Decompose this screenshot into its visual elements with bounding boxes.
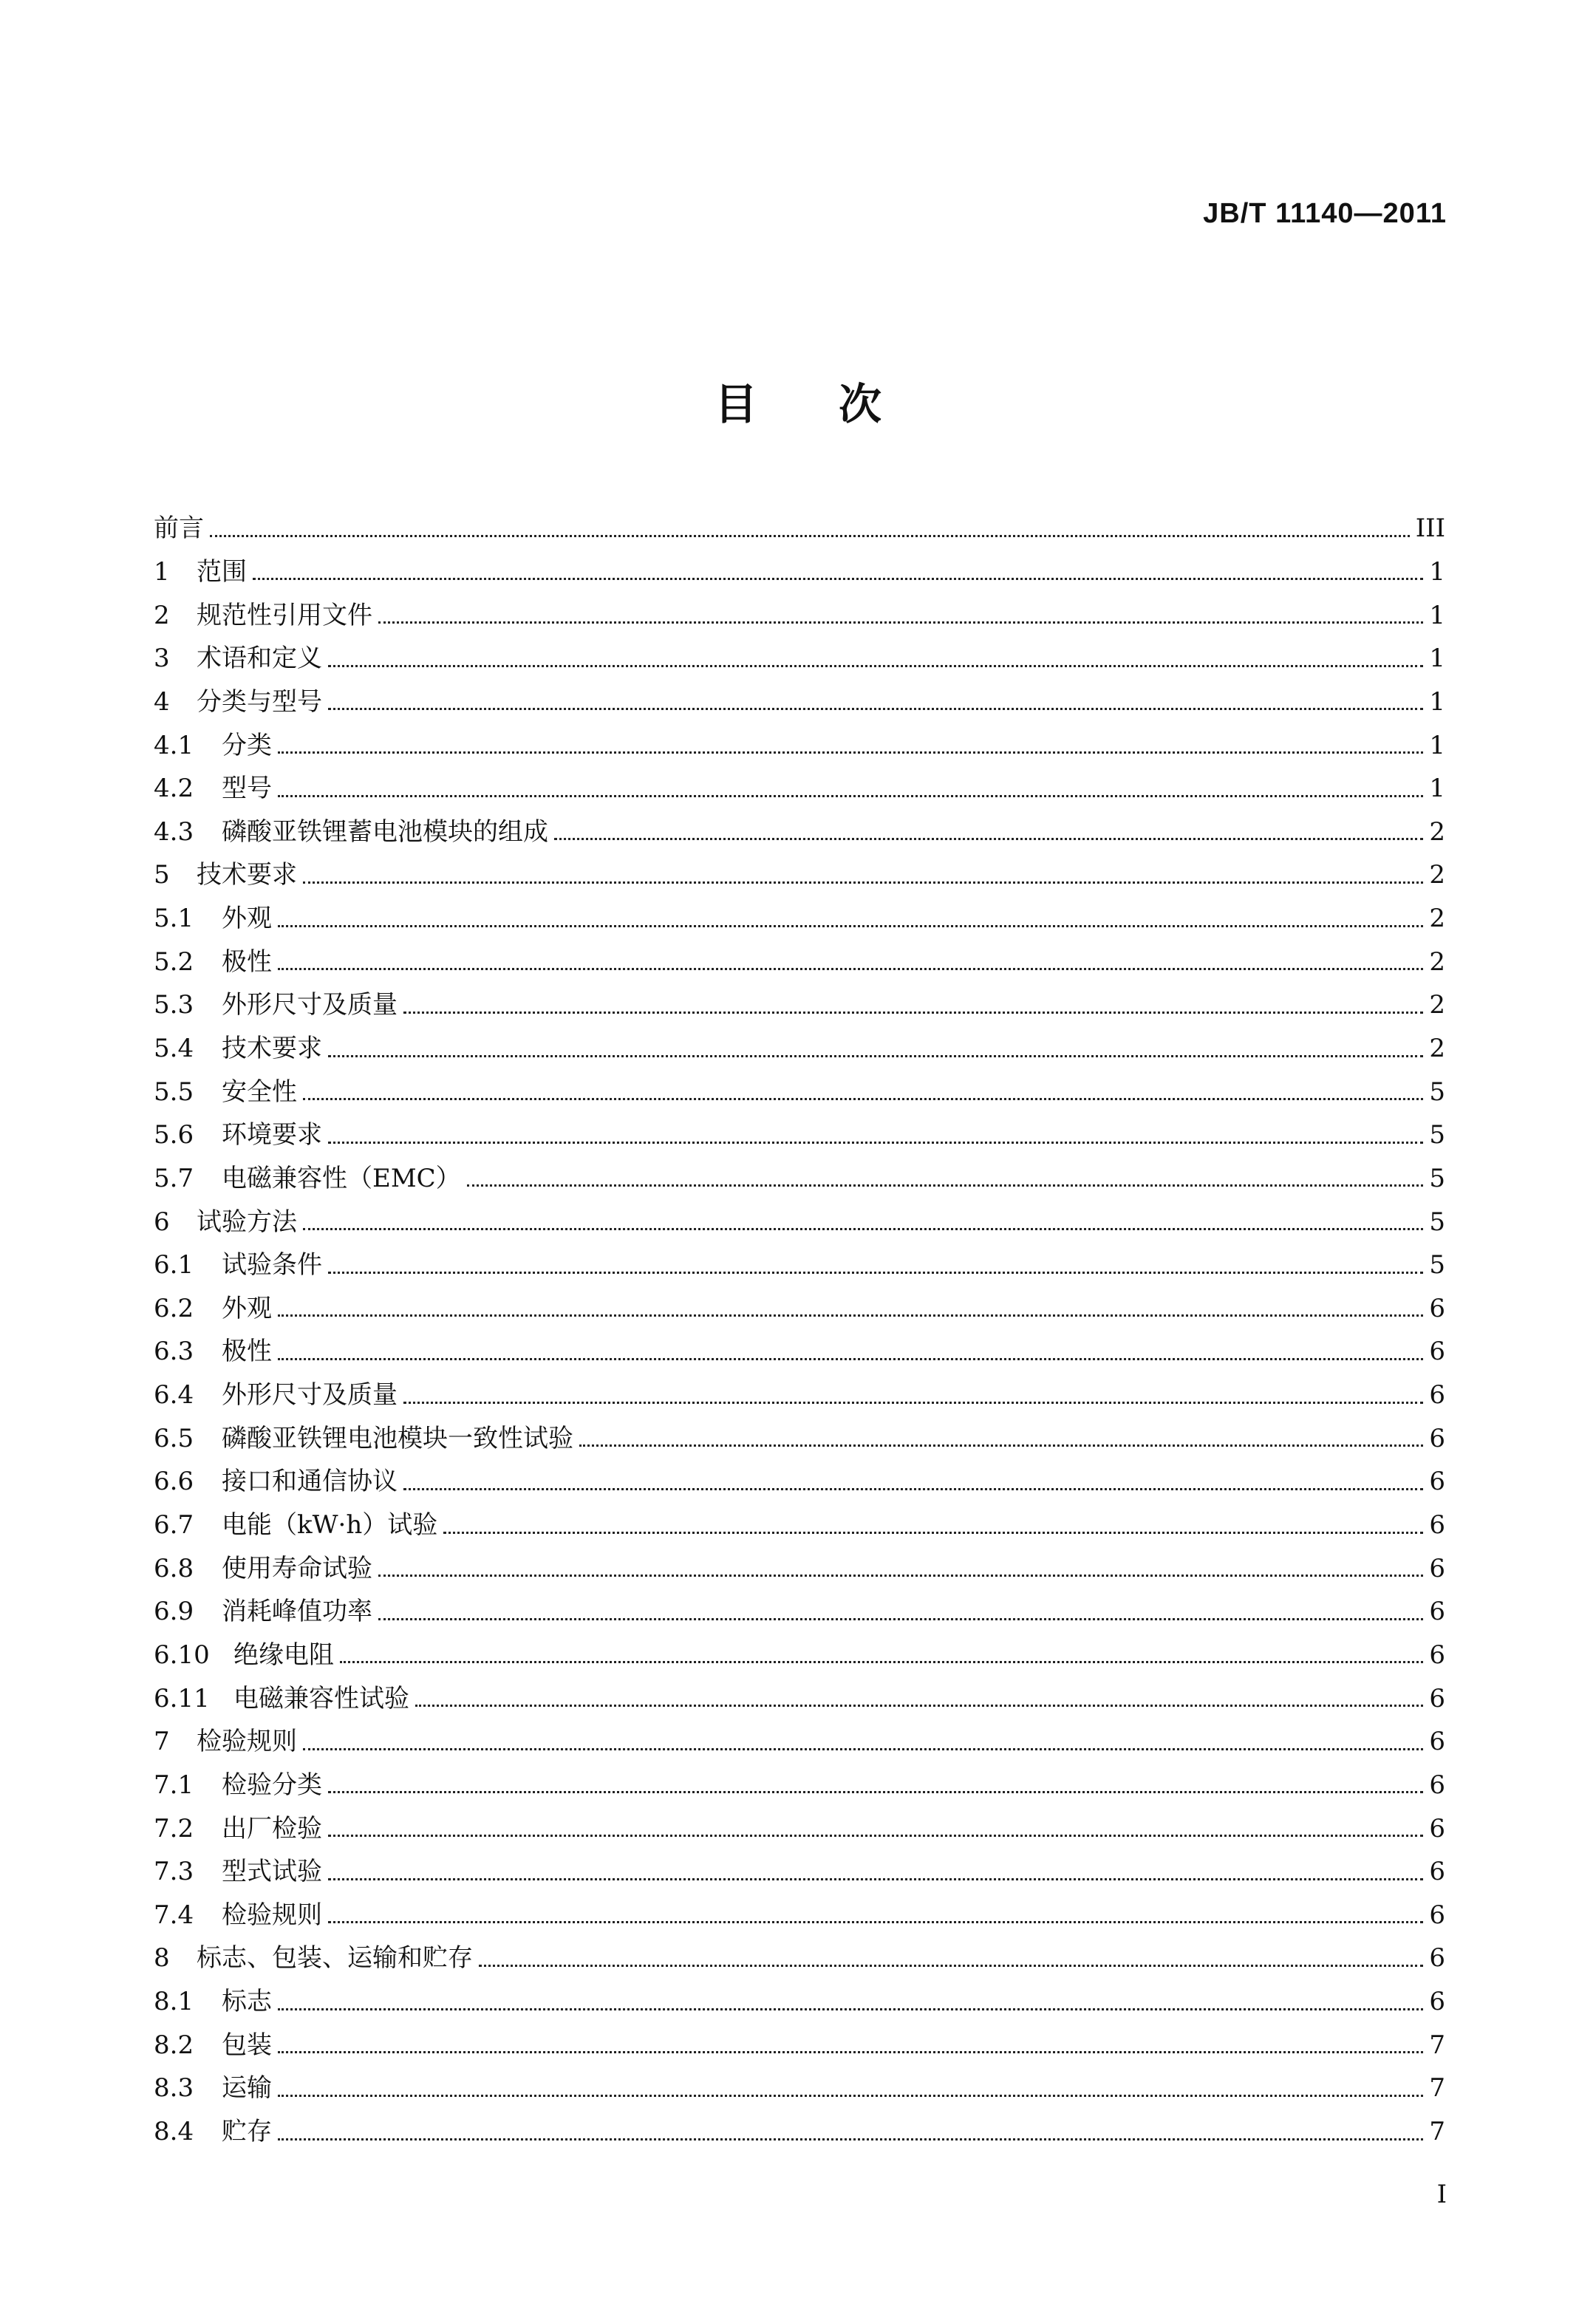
toc-entry-label: 标志 xyxy=(222,1987,272,2017)
toc-entry-label: 技术要求 xyxy=(197,860,297,890)
toc-entry-label: 使用寿命试验 xyxy=(222,1553,372,1583)
toc-entry-page: 1 xyxy=(1429,686,1445,717)
toc-entry[interactable] xyxy=(154,550,1445,594)
toc-leader-dots xyxy=(303,1748,1423,1750)
toc-entry-label: 电磁兼容性（EMC） xyxy=(222,1163,461,1193)
toc-entry-page: 5 xyxy=(1429,1250,1445,1280)
toc-entry-label: 前言 xyxy=(154,514,204,544)
toc-entry[interactable] xyxy=(154,1157,1445,1201)
toc-entry-number: 4 xyxy=(154,686,170,717)
toc-entry-number: 6.6 xyxy=(154,1467,194,1497)
toc-entry[interactable] xyxy=(154,1634,1445,1677)
toc-entry-number: 6.11 xyxy=(154,1683,210,1713)
toc-leader-dots xyxy=(403,1488,1423,1490)
toc-entry-page: 2 xyxy=(1429,860,1445,890)
toc-leader-dots xyxy=(378,1575,1423,1577)
toc-entry-number: 6.3 xyxy=(154,1337,194,1367)
toc-entry-number: 7 xyxy=(154,1727,170,1757)
toc-entry-label: 标志、包装、运输和贮存 xyxy=(197,1943,473,1974)
toc-entry-page: 6 xyxy=(1429,1510,1445,1541)
toc-leader-dots xyxy=(278,925,1423,927)
toc-entry-number: 4.1 xyxy=(154,730,194,760)
toc-entry-number: 2 xyxy=(154,600,170,630)
toc-leader-dots xyxy=(328,708,1423,710)
toc-entry-page: 1 xyxy=(1429,556,1445,587)
standard-code: JB/T 11140—2011 xyxy=(1203,198,1447,229)
toc-leader-dots xyxy=(378,621,1423,624)
toc-entry-page: 6 xyxy=(1429,1857,1445,1887)
toc-leader-dots xyxy=(328,1921,1423,1923)
toc-leader-dots xyxy=(278,795,1423,797)
toc-entry-page: 6 xyxy=(1429,1553,1445,1583)
toc-entry-number: 6.4 xyxy=(154,1380,194,1410)
toc-leader-dots xyxy=(340,1661,1423,1663)
toc-entry-page: III xyxy=(1415,514,1445,544)
toc-entry[interactable] xyxy=(154,983,1445,1027)
toc-entry[interactable] xyxy=(154,2023,1445,2067)
toc-leader-dots xyxy=(579,1444,1423,1447)
toc-entry[interactable] xyxy=(154,2110,1445,2154)
toc-leader-dots xyxy=(403,1012,1423,1014)
toc-leader-dots xyxy=(415,1705,1423,1707)
toc-entry-label: 型式试验 xyxy=(222,1857,322,1887)
toc-entry[interactable] xyxy=(154,1980,1445,2024)
toc-entry-number: 7.1 xyxy=(154,1770,194,1800)
toc-entry-number: 6.5 xyxy=(154,1423,194,1453)
toc-entry-label: 包装 xyxy=(222,2030,272,2060)
toc-entry-number: 5.2 xyxy=(154,946,194,977)
toc-entry[interactable] xyxy=(154,1330,1445,1374)
toc-entry-label: 试验方法 xyxy=(197,1207,297,1237)
toc-entry-number: 5.3 xyxy=(154,990,194,1020)
toc-entry[interactable] xyxy=(154,853,1445,897)
toc-leader-dots xyxy=(554,838,1423,840)
toc-entry-page: 5 xyxy=(1429,1120,1445,1150)
toc-entry-number: 5 xyxy=(154,860,170,890)
toc-entry-page: 6 xyxy=(1429,1380,1445,1410)
toc-entry[interactable] xyxy=(154,1894,1445,1937)
toc-leader-dots xyxy=(328,1791,1423,1793)
toc-entry-page: 6 xyxy=(1429,1987,1445,2017)
toc-leader-dots xyxy=(303,1228,1423,1230)
toc-entry[interactable] xyxy=(154,1113,1445,1157)
toc-entry-page: 1 xyxy=(1429,730,1445,760)
toc-entry-number: 7.2 xyxy=(154,1813,194,1843)
toc-entry-number: 8 xyxy=(154,1943,170,1974)
toc-entry-number: 8.2 xyxy=(154,2030,194,2060)
toc-entry-label: 范围 xyxy=(197,556,247,587)
toc-entry-number: 4.3 xyxy=(154,816,194,847)
toc-leader-dots xyxy=(378,1618,1423,1620)
toc-entry-page: 2 xyxy=(1429,1034,1445,1063)
toc-entry[interactable] xyxy=(154,593,1445,637)
toc-entry-number: 6.9 xyxy=(154,1597,194,1627)
toc-entry-label: 术语和定义 xyxy=(197,644,322,674)
toc-entry-label: 外形尺寸及质量 xyxy=(222,1380,398,1410)
toc-entry[interactable] xyxy=(154,1676,1445,1720)
toc-entry-page: 6 xyxy=(1429,1683,1445,1713)
toc-leader-dots xyxy=(328,1055,1423,1057)
toc-entry-label: 极性 xyxy=(222,1337,272,1367)
toc-entry[interactable] xyxy=(154,1244,1445,1287)
toc-entry[interactable] xyxy=(154,940,1445,983)
toc-leader-dots xyxy=(278,2051,1423,2053)
toc-leader-dots xyxy=(403,1402,1423,1404)
toc-entry-number: 5.1 xyxy=(154,904,194,934)
toc-entry[interactable] xyxy=(154,1807,1445,1850)
toc-entry-page: 2 xyxy=(1429,946,1445,977)
toc-leader-dots xyxy=(467,1184,1424,1187)
toc-entry[interactable] xyxy=(154,507,1445,550)
toc-entry-label: 贮存 xyxy=(222,2117,272,2147)
toc-leader-dots xyxy=(253,578,1423,580)
toc-entry-label: 接口和通信协议 xyxy=(222,1467,398,1497)
toc-leader-dots xyxy=(303,881,1423,884)
toc-entry-label: 外观 xyxy=(222,1293,272,1323)
toc-entry[interactable] xyxy=(154,767,1445,811)
toc-entry-label: 型号 xyxy=(222,774,272,804)
toc-entry-label: 磷酸亚铁锂蓄电池模块的组成 xyxy=(222,816,548,847)
toc-entry-page: 6 xyxy=(1429,1640,1445,1670)
toc-entry-label: 分类与型号 xyxy=(197,686,322,717)
toc-entry-label: 检验规则 xyxy=(222,1900,322,1930)
toc-entry-number: 5.4 xyxy=(154,1034,194,1063)
toc-entry-label: 极性 xyxy=(222,946,272,977)
toc-entry-page: 6 xyxy=(1429,1293,1445,1323)
toc-leader-dots xyxy=(278,2008,1423,2010)
toc-entry-label: 检验规则 xyxy=(197,1727,297,1757)
toc-entry-page: 6 xyxy=(1429,1423,1445,1453)
toc-entry-number: 3 xyxy=(154,644,170,674)
toc-entry-label: 检验分类 xyxy=(222,1770,322,1800)
toc-entry[interactable] xyxy=(154,1937,1445,1980)
toc-entry-page: 7 xyxy=(1429,2073,1445,2104)
toc-leader-dots xyxy=(479,1965,1423,1967)
table-of-contents xyxy=(154,507,1445,2153)
toc-entry-page: 6 xyxy=(1429,1770,1445,1800)
toc-entry[interactable] xyxy=(154,1374,1445,1417)
toc-leader-dots xyxy=(328,665,1423,667)
footer-page-number: I xyxy=(1436,2180,1447,2209)
toc-entry-page: 6 xyxy=(1429,1727,1445,1757)
toc-entry-label: 外观 xyxy=(222,904,272,934)
toc-entry-label: 运输 xyxy=(222,2073,272,2104)
toc-entry-label: 外形尺寸及质量 xyxy=(222,990,398,1020)
toc-leader-dots xyxy=(278,751,1423,754)
toc-entry-number: 5.6 xyxy=(154,1120,194,1150)
toc-leader-dots xyxy=(303,1098,1423,1100)
toc-entry[interactable] xyxy=(154,1416,1445,1460)
toc-entry-page: 5 xyxy=(1429,1077,1445,1107)
toc-leader-dots xyxy=(210,535,1410,537)
toc-leader-dots xyxy=(278,1314,1423,1317)
toc-entry-number: 6.8 xyxy=(154,1553,194,1583)
toc-entry[interactable] xyxy=(154,2067,1445,2110)
toc-entry-label: 试验条件 xyxy=(222,1250,322,1280)
toc-entry-page: 7 xyxy=(1429,2030,1445,2060)
toc-entry[interactable] xyxy=(154,1590,1445,1634)
toc-entry-number: 8.4 xyxy=(154,2117,194,2147)
toc-entry-label: 环境要求 xyxy=(222,1120,322,1150)
toc-entry[interactable] xyxy=(154,1546,1445,1590)
toc-entry-label: 分类 xyxy=(222,730,272,760)
toc-entry[interactable] xyxy=(154,1460,1445,1504)
toc-entry[interactable] xyxy=(154,810,1445,853)
toc-entry-page: 2 xyxy=(1429,990,1445,1020)
page-title xyxy=(0,369,1596,431)
toc-entry-number: 7.4 xyxy=(154,1900,194,1930)
toc-leader-dots xyxy=(328,1272,1423,1274)
toc-entry-label: 技术要求 xyxy=(222,1034,322,1063)
toc-entry-number: 7.3 xyxy=(154,1857,194,1887)
toc-entry[interactable] xyxy=(154,723,1445,767)
toc-entry-page: 5 xyxy=(1429,1207,1445,1237)
toc-entry[interactable] xyxy=(154,1027,1445,1071)
toc-entry[interactable] xyxy=(154,1850,1445,1894)
toc-entry-number: 6.1 xyxy=(154,1250,194,1280)
toc-entry-page: 6 xyxy=(1429,1467,1445,1497)
toc-entry[interactable] xyxy=(154,637,1445,680)
toc-entry-page: 1 xyxy=(1429,644,1445,674)
toc-entry-page: 1 xyxy=(1429,774,1445,804)
toc-entry-number: 6 xyxy=(154,1207,170,1237)
toc-entry-number: 8.1 xyxy=(154,1987,194,2017)
toc-leader-dots xyxy=(443,1532,1423,1534)
toc-entry[interactable] xyxy=(154,680,1445,724)
toc-entry-page: 6 xyxy=(1429,1900,1445,1930)
toc-entry-number: 5.7 xyxy=(154,1163,194,1193)
toc-entry[interactable] xyxy=(154,1200,1445,1244)
toc-entry-label: 电磁兼容性试验 xyxy=(233,1683,409,1713)
toc-entry-number: 1 xyxy=(154,556,170,587)
toc-leader-dots xyxy=(278,2095,1423,2097)
toc-entry-label: 消耗峰值功率 xyxy=(222,1597,372,1627)
toc-leader-dots xyxy=(328,1878,1423,1880)
toc-entry-page: 6 xyxy=(1429,1813,1445,1843)
toc-entry-number: 6.7 xyxy=(154,1510,194,1541)
toc-leader-dots xyxy=(278,1358,1423,1360)
toc-entry-label: 安全性 xyxy=(222,1077,297,1107)
toc-entry-label: 规范性引用文件 xyxy=(197,600,372,630)
toc-entry[interactable] xyxy=(154,1764,1445,1807)
toc-leader-dots xyxy=(278,968,1423,970)
toc-leader-dots xyxy=(278,2138,1423,2140)
toc-entry-page: 2 xyxy=(1429,816,1445,847)
toc-entry[interactable] xyxy=(154,897,1445,941)
toc-entry-number: 4.2 xyxy=(154,774,194,804)
title-char-2: 次 xyxy=(839,379,882,429)
toc-leader-dots xyxy=(328,1142,1423,1144)
toc-entry-page: 5 xyxy=(1429,1163,1445,1193)
toc-entry-page: 1 xyxy=(1429,600,1445,630)
toc-entry[interactable] xyxy=(154,1504,1445,1547)
toc-entry-page: 2 xyxy=(1429,904,1445,934)
toc-leader-dots xyxy=(328,1835,1423,1837)
toc-entry-page: 6 xyxy=(1429,1943,1445,1974)
title-char-1: 目 xyxy=(714,379,757,429)
toc-entry-label: 出厂检验 xyxy=(222,1813,322,1843)
toc-entry[interactable] xyxy=(154,1287,1445,1331)
toc-entry[interactable] xyxy=(154,1720,1445,1764)
toc-entry-number: 6.10 xyxy=(154,1640,210,1670)
toc-entry[interactable] xyxy=(154,1070,1445,1113)
toc-entry-number: 6.2 xyxy=(154,1293,194,1323)
toc-entry-label: 电能（kW·h）试验 xyxy=(222,1510,438,1541)
toc-entry-number: 8.3 xyxy=(154,2073,194,2104)
toc-entry-number: 5.5 xyxy=(154,1077,194,1107)
toc-entry-label: 磷酸亚铁锂电池模块一致性试验 xyxy=(222,1423,573,1453)
toc-entry-page: 6 xyxy=(1429,1337,1445,1367)
toc-entry-page: 6 xyxy=(1429,1597,1445,1627)
toc-entry-label: 绝缘电阻 xyxy=(233,1640,334,1670)
toc-entry-page: 7 xyxy=(1429,2117,1445,2147)
